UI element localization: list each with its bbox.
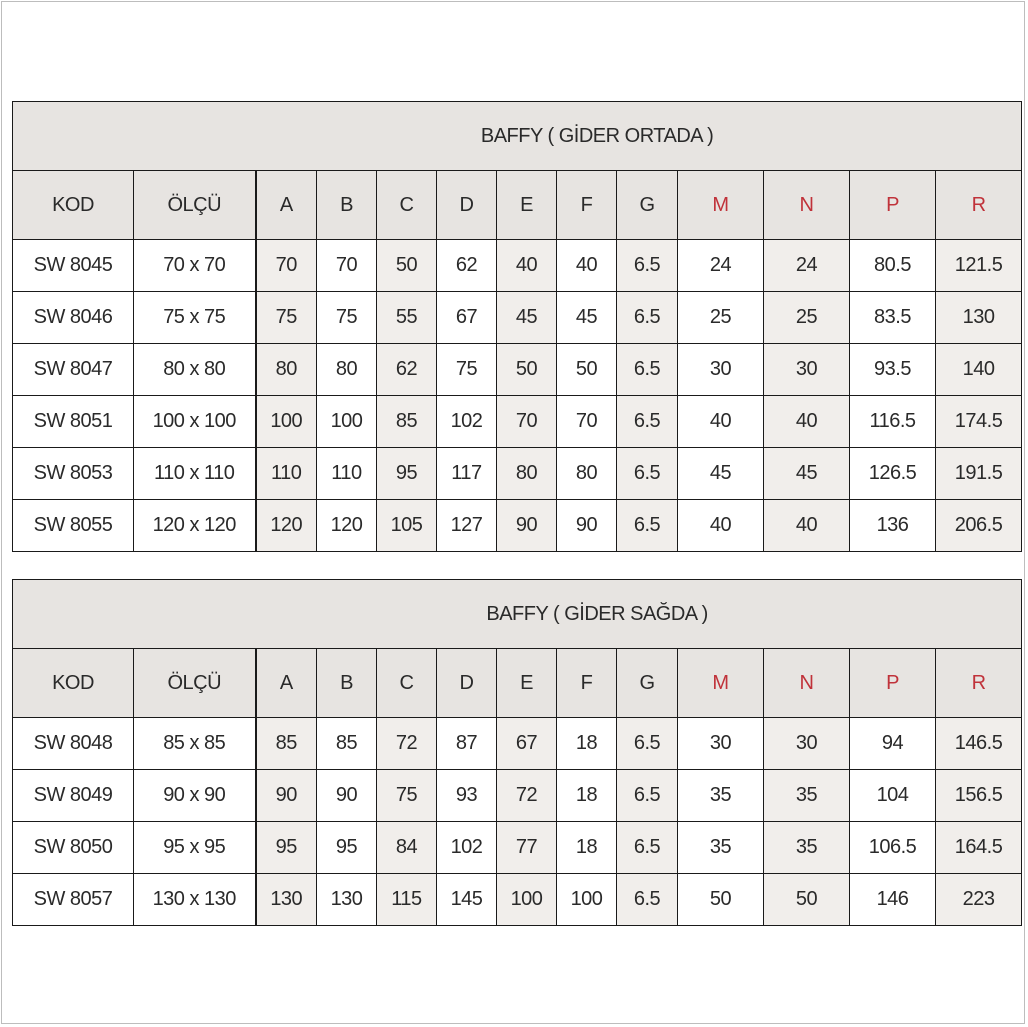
- table-cell: 6.5: [617, 822, 678, 874]
- table-cell: 70: [317, 240, 377, 292]
- table-cell: 83.5: [850, 292, 936, 344]
- table-cell: SW 8057: [13, 874, 134, 926]
- table-cell: 40: [678, 396, 764, 448]
- table-cell: 80: [497, 448, 557, 500]
- table-cell: 75 x 75: [134, 292, 256, 344]
- table-row: [13, 500, 1022, 552]
- table-cell: SW 8047: [13, 344, 134, 396]
- column-header: M: [678, 171, 764, 240]
- table-cell: 62: [437, 240, 497, 292]
- column-header: A: [256, 171, 317, 240]
- table-cell: 25: [678, 292, 764, 344]
- table-cell: 45: [557, 292, 617, 344]
- table-cell: 70 x 70: [134, 240, 256, 292]
- column-header: F: [557, 171, 617, 240]
- table-cell: 100: [497, 874, 557, 926]
- table-cell: 50: [764, 874, 850, 926]
- table-cell: 50: [377, 240, 437, 292]
- table-cell: 6.5: [617, 292, 678, 344]
- spec-table-right-drain: [12, 579, 1022, 926]
- column-header: B: [317, 171, 377, 240]
- table-cell: 90: [256, 770, 317, 822]
- table-cell: 30: [764, 344, 850, 396]
- table-cell: 116.5: [850, 396, 936, 448]
- table-cell: 156.5: [936, 770, 1022, 822]
- table-cell: 130: [256, 874, 317, 926]
- table-cell: 24: [764, 240, 850, 292]
- table-cell: 120: [317, 500, 377, 552]
- table-cell: 90 x 90: [134, 770, 256, 822]
- table-cell: 18: [557, 822, 617, 874]
- table-cell: 104: [850, 770, 936, 822]
- column-header: P: [850, 171, 936, 240]
- table-cell: SW 8050: [13, 822, 134, 874]
- table-cell: 102: [437, 396, 497, 448]
- column-header: C: [377, 171, 437, 240]
- table-cell: 95: [377, 448, 437, 500]
- table-cell: 95 x 95: [134, 822, 256, 874]
- table-cell: 70: [557, 396, 617, 448]
- table-cell: 72: [377, 718, 437, 770]
- table-row: [13, 344, 1022, 396]
- column-header: D: [437, 171, 497, 240]
- table-cell: 18: [557, 770, 617, 822]
- table-cell: 174.5: [936, 396, 1022, 448]
- table-cell: SW 8046: [13, 292, 134, 344]
- table-cell: 80: [317, 344, 377, 396]
- table-cell: 50: [497, 344, 557, 396]
- table-cell: 24: [678, 240, 764, 292]
- table-cell: 75: [317, 292, 377, 344]
- column-header: KOD: [13, 649, 134, 718]
- table-cell: 90: [557, 500, 617, 552]
- table-cell: 35: [764, 770, 850, 822]
- column-header: C: [377, 649, 437, 718]
- table-cell: 136: [850, 500, 936, 552]
- table-cell: 95: [256, 822, 317, 874]
- table-cell: 90: [497, 500, 557, 552]
- table-cell: 50: [678, 874, 764, 926]
- column-header: A: [256, 649, 317, 718]
- table-cell: 35: [678, 770, 764, 822]
- table-cell: 110: [256, 448, 317, 500]
- table-cell: 80: [256, 344, 317, 396]
- table-cell: 40: [557, 240, 617, 292]
- table-cell: 100: [256, 396, 317, 448]
- table-cell: 35: [678, 822, 764, 874]
- table-body: [13, 240, 1022, 552]
- table-cell: 90: [317, 770, 377, 822]
- table-cell: 35: [764, 822, 850, 874]
- table-cell: 106.5: [850, 822, 936, 874]
- table-cell: 102: [437, 822, 497, 874]
- table-cell: 146.5: [936, 718, 1022, 770]
- table-cell: 6.5: [617, 448, 678, 500]
- table-body: [13, 718, 1022, 926]
- table-cell: 72: [497, 770, 557, 822]
- table-cell: 120 x 120: [134, 500, 256, 552]
- column-header: ÖLÇÜ: [134, 649, 256, 718]
- table-cell: 30: [678, 718, 764, 770]
- table-cell: 45: [678, 448, 764, 500]
- table-cell: 50: [557, 344, 617, 396]
- table-cell: 70: [497, 396, 557, 448]
- table-cell: 45: [764, 448, 850, 500]
- table-cell: 117: [437, 448, 497, 500]
- spec-table-center-drain: [12, 101, 1022, 552]
- table-cell: SW 8045: [13, 240, 134, 292]
- column-header: E: [497, 649, 557, 718]
- column-header: M: [678, 649, 764, 718]
- table-cell: 40: [678, 500, 764, 552]
- column-header-row: [13, 649, 1022, 718]
- table-cell: 30: [678, 344, 764, 396]
- table-title: BAFFY ( GİDER ORTADA ): [13, 102, 1022, 171]
- table-cell: 62: [377, 344, 437, 396]
- table-cell: 40: [497, 240, 557, 292]
- table-cell: 85: [377, 396, 437, 448]
- table-cell: 110 x 110: [134, 448, 256, 500]
- table-cell: 110: [317, 448, 377, 500]
- table-cell: 93.5: [850, 344, 936, 396]
- table-cell: 223: [936, 874, 1022, 926]
- column-header: R: [936, 649, 1022, 718]
- table-cell: 6.5: [617, 718, 678, 770]
- table-cell: 6.5: [617, 500, 678, 552]
- table-cell: 75: [256, 292, 317, 344]
- table-cell: 77: [497, 822, 557, 874]
- table-cell: 6.5: [617, 344, 678, 396]
- table-cell: 80 x 80: [134, 344, 256, 396]
- table-row: [13, 240, 1022, 292]
- column-header: E: [497, 171, 557, 240]
- table-cell: 95: [317, 822, 377, 874]
- table-cell: 70: [256, 240, 317, 292]
- table-cell: 67: [437, 292, 497, 344]
- table-row: [13, 718, 1022, 770]
- column-header: R: [936, 171, 1022, 240]
- table-cell: 206.5: [936, 500, 1022, 552]
- table-cell: 85: [256, 718, 317, 770]
- table-cell: 87: [437, 718, 497, 770]
- table-cell: 146: [850, 874, 936, 926]
- table-cell: 105: [377, 500, 437, 552]
- table-cell: SW 8055: [13, 500, 134, 552]
- table-cell: 75: [377, 770, 437, 822]
- table-row: [13, 448, 1022, 500]
- table-row: [13, 292, 1022, 344]
- table-cell: 85 x 85: [134, 718, 256, 770]
- column-header-row: [13, 171, 1022, 240]
- table-cell: 94: [850, 718, 936, 770]
- table-cell: 130: [936, 292, 1022, 344]
- table-row: [13, 874, 1022, 926]
- table-cell: 55: [377, 292, 437, 344]
- column-header: G: [617, 171, 678, 240]
- table-cell: 18: [557, 718, 617, 770]
- table-cell: 140: [936, 344, 1022, 396]
- table-cell: 191.5: [936, 448, 1022, 500]
- table-cell: 6.5: [617, 770, 678, 822]
- table-cell: SW 8051: [13, 396, 134, 448]
- table-cell: 6.5: [617, 396, 678, 448]
- column-header: F: [557, 649, 617, 718]
- table-cell: 80.5: [850, 240, 936, 292]
- table-cell: 6.5: [617, 240, 678, 292]
- table-cell: 25: [764, 292, 850, 344]
- table-cell: 40: [764, 396, 850, 448]
- table-cell: SW 8048: [13, 718, 134, 770]
- column-header: D: [437, 649, 497, 718]
- table-cell: SW 8049: [13, 770, 134, 822]
- column-header: G: [617, 649, 678, 718]
- column-header: KOD: [13, 171, 134, 240]
- table-cell: 130: [317, 874, 377, 926]
- table-cell: 93: [437, 770, 497, 822]
- table-cell: 164.5: [936, 822, 1022, 874]
- column-header: N: [764, 171, 850, 240]
- table-cell: 100: [317, 396, 377, 448]
- table-cell: 75: [437, 344, 497, 396]
- table-cell: 145: [437, 874, 497, 926]
- table-cell: 127: [437, 500, 497, 552]
- column-header: B: [317, 649, 377, 718]
- table-cell: 80: [557, 448, 617, 500]
- table-cell: SW 8053: [13, 448, 134, 500]
- table-cell: 126.5: [850, 448, 936, 500]
- table-cell: 121.5: [936, 240, 1022, 292]
- table-cell: 6.5: [617, 874, 678, 926]
- table-cell: 85: [317, 718, 377, 770]
- table-row: [13, 770, 1022, 822]
- table-cell: 115: [377, 874, 437, 926]
- table-row: [13, 822, 1022, 874]
- table-title: BAFFY ( GİDER SAĞDA ): [13, 580, 1022, 649]
- table-cell: 30: [764, 718, 850, 770]
- table-cell: 100 x 100: [134, 396, 256, 448]
- table-cell: 100: [557, 874, 617, 926]
- table-cell: 120: [256, 500, 317, 552]
- column-header: P: [850, 649, 936, 718]
- table-cell: 130 x 130: [134, 874, 256, 926]
- table-cell: 84: [377, 822, 437, 874]
- table-row: [13, 396, 1022, 448]
- table-cell: 40: [764, 500, 850, 552]
- column-header: ÖLÇÜ: [134, 171, 256, 240]
- column-header: N: [764, 649, 850, 718]
- table-cell: 67: [497, 718, 557, 770]
- table-cell: 45: [497, 292, 557, 344]
